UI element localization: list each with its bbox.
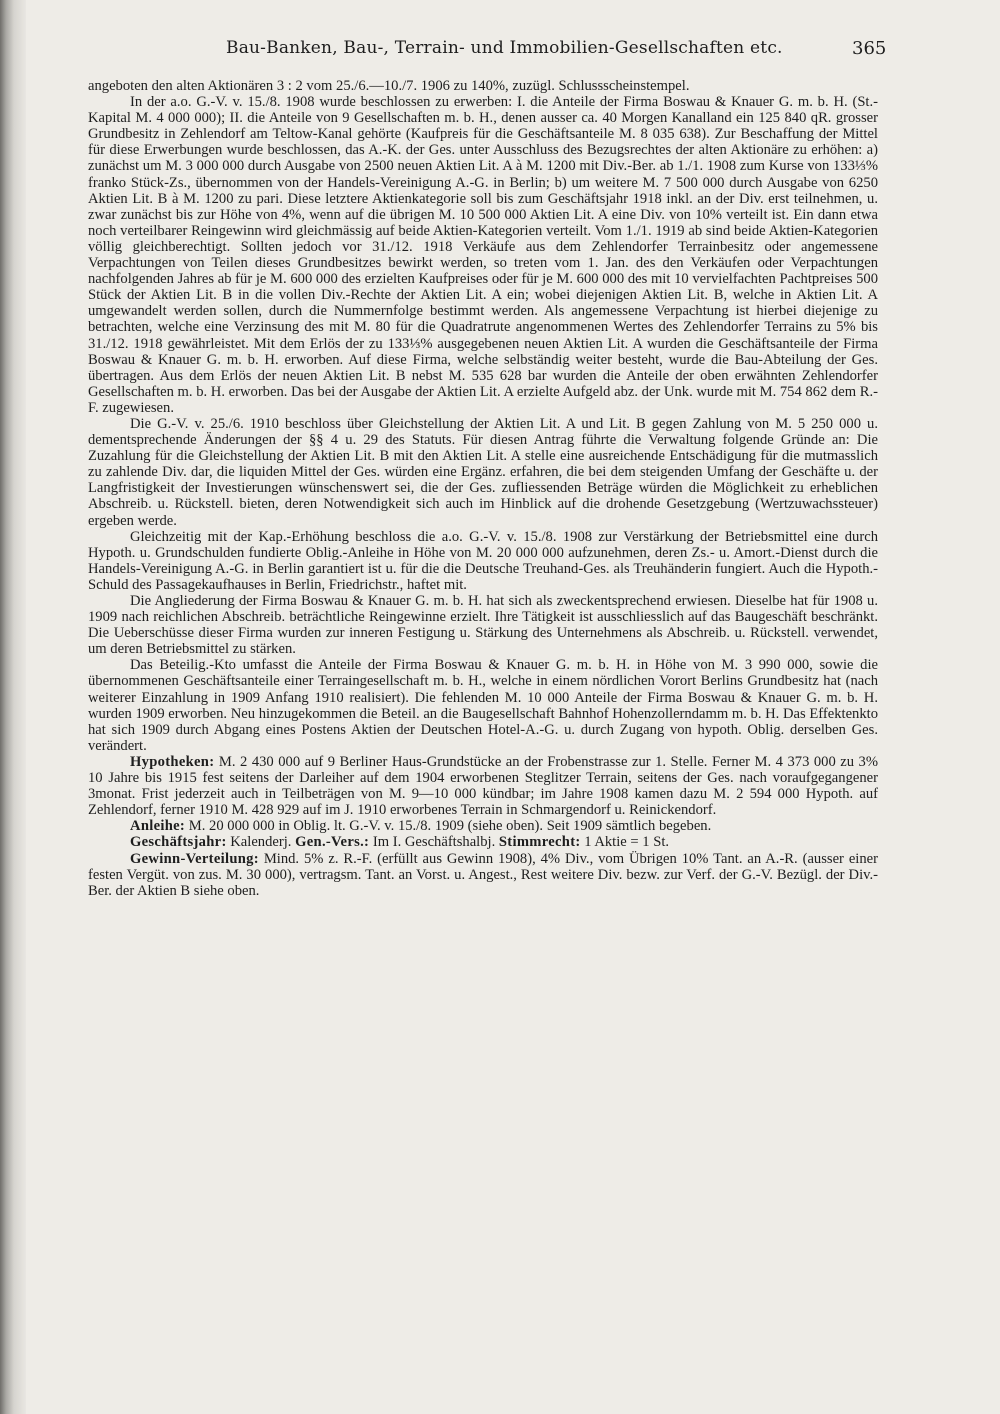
gen-vers-text: Im I. Geschäftshalbj.: [369, 834, 499, 851]
hypotheken-text: M. 2 430 000 auf 9 Berliner Haus-Grundstücke an der Frobenstrasse zur 1. Stelle. Ferner M. 4 373 000 zu 3% 10 Jahre bis 1915 fest seitens der Darleiher auf dem 1904 erworbenen Steglitzer Terrain, seitens der Ges. nach voraufgegangener 3monat. Frist jederzeit auch in Teilbeträgen von M. 9—10 000 kündbar; im Jahre 1908 kamen dazu M. 2 594 000 Hypoth. auf Zehlendorf, ferner 1910 M. 428 929 auf im J. 1910 erworbenes Terrain in Schmargendorf u. Reinickendorf.: [88, 753, 878, 819]
gewinn-verteilung-label: Gewinn-Verteilung:: [130, 850, 259, 867]
stimmrecht-label: Stimmrecht:: [498, 834, 581, 851]
hypotheken-label: Hypotheken:: [130, 753, 215, 770]
gewinn-verteilung-text: Mind. 5% z. R.-F. (erfüllt aus Gewinn 1908), 4% Div., vom Übrigen 10% Tant. an A.-R. (ausser einer festen Vergüt. von zus. M. 30 000), vertragsm. Tant. an Vorst. u. Angest., Rest weitere Div. bezw. zur Verf. der G.-V. Bezügl. der Div.-Ber. der Aktien B siehe oben.: [88, 850, 878, 899]
hypotheken-paragraph: [88, 754, 878, 818]
paragraph-6: Das Beteilig.-Kto umfasst die Anteile der Firma Boswau & Knauer G. m. b. H. in Höhe von M. 3 990 000, sowie die übernommenen Geschäftsanteile einer Terraingesellschaft m. b. H., welche in einem nördlichen Vorort Berlins Grundbesitz hat (nach weiterer Einzahlung in 1909 Anfang 1910 realisiert). Die fehlenden M. 10 000 Anteile der Firma Boswau & Knauer G. m. b. H. wurden 1909 erworben. Neu hinzugekommen die Beteil. an die Baugesellschaft Bahnhof Hohenzollerndamm m. b. H. Das Effektenkto hat sich 1909 durch Abgang eines Postens Aktien der Deutschen Hotel-A.-G. u. durch Zugang von hypoth. Oblig. derselben Ges. verändert.: [88, 657, 878, 754]
stimmrecht-text: 1 Aktie = 1 St.: [580, 834, 670, 851]
gen-vers-label: Gen.-Vers.:: [295, 834, 370, 851]
paragraph-3: Die G.-V. v. 25./6. 1910 beschloss über Gleichstellung der Aktien Lit. A und Lit. B gegen Zahlung von M. 5 250 000 u. dementsprechende Änderungen der §§ 4 u. 29 des Statuts. Für diesen Antrag führte die Verwaltung folgende Gründe an: Die Zuzahlung für die Gleichstellung der Aktien Lit. B mit den Aktien Lit. A stelle eine ausreichende Entschädigung für die mutmasslich zu zahlende Div. dar, die liquiden Mittel der Ges. würden eine Ergänz. erfahren, die bei dem steigenden Umfang der Geschäfte u. der Langfristigkeit der Investierungen wünschenswert sei, die der Ges. zufliessenden Beträge würden die Möglichkeit zu erheblichen Abschreib. u. Rückstell. bieten, deren Notwendigkeit sich auch im Hinblick auf die drohende Gesetzgebung (Wertzuwachssteuer) ergeben werde.: [88, 415, 878, 529]
book-gutter-shadow: [0, 0, 26, 1414]
paragraph-5: Die Angliederung der Firma Boswau & Knauer G. m. b. H. hat sich als zweckentsprechend erwiesen. Dieselbe hat für 1908 u. 1909 nach reichlichen Abschreib. beträchtliche Reingewinne erzielt. Ihre Tätigkeit ist ausschliesslich auf das Baugeschäft beschränkt. Die Ueberschüsse dieser Firma wurden zur inneren Festigung u. Stärkung des Unternehmens als Abschreib. u. Rückstell. verwendet, um deren Betriebsmittel zu stärken.: [88, 593, 878, 658]
anleihe-text: M. 20 000 000 in Oblig. lt. G.-V. v. 15./8. 1909 (siehe oben). Seit 1909 sämtlich begeben.: [185, 818, 712, 835]
paragraph-1: angeboten den alten Aktionären 3 : 2 vom 25./6.—10./7. 1906 zu 140%, zuzügl. Schlussscheinstempel.: [88, 78, 690, 94]
paragraph-4: Gleichzeitig mit der Kap.-Erhöhung beschloss die a.o. G.-V. v. 15./8. 1908 zur Verstärkung der Betriebsmittel eine durch Hypoth. u. Grundschulden fundierte Oblig.-Anleihe in Höhe von M. 20 000 000 aufzunehmen, deren Zs.- u. Amort.-Dienst durch die Handels-Vereinigung A.-G. in Berlin garantiert ist u. für die die Deutsche Treuhand-Ges. als Treuhänderin fungiert. Auch die Hypoth.-Schuld des Passagekaufhauses in Berlin, Friedrichstr., haftet mit.: [88, 528, 878, 593]
anleihe-label: Anleihe:: [130, 818, 186, 835]
paragraph-2: In der a.o. G.-V. v. 15./8. 1908 wurde beschlossen zu erwerben: I. die Anteile der Firma Boswau & Knauer G. m. b. H. (St.-Kapital M. 4 000 000); II. die Anteile von 9 Gesellschaften m. b. H., denen ausser ca. 40 Morgen Kanalland ein 125 840 qR. grosser Grundbesitz in Zehlendorf am Teltow-Kanal gehörte (Kaufpreis für die Geschäftsanteile M. 8 035 638). Zur Beschaffung der Mittel für diese Erwerbungen wurde beschlossen, das A.-K. der Ges. unter Ausschluss des Bezugsrechtes der alten Aktionäre zu erhöhen: a) zunächst um M. 3 000 000 durch Ausgabe von 2500 neuen Aktien Lit. A à M. 1200 mit Div.-Ber. ab 1./1. 1908 zum Kurse von 133⅓% franko Stück-Zs., übernommen von der Handels-Vereinigung A.-G. in Berlin; b) um weitere M. 7 500 000 durch Ausgabe von 6250 Aktien Lit. B à M. 1200 zu pari. Diese letztere Aktienkategorie soll bis zum Geschäftsjahr 1918 inkl. an der Div. erst teilnehmen, u. zwar zunächst bis zur Höhe von 4%, wenn auf die übrigen M. 10 500 000 Aktien Lit. A eine Div. von 10% verteilt ist. Ein dann etwa noch verteilbarer Reingewinn wird gleichmässig auf beide Aktien-Kategorien verteilt. Vom 1./1. 1919 ab sind beide Aktien-Kategorien völlig gleichberechtigt. Sollten jedoch vor 31./12. 1918 Verkäufe aus dem Zehlendorfer Terrainbesitz oder angemessene Verpachtungen von Teilen dieses Grundbesitzes bewirkt werden, so treten vom 1. Jan. des den Verkäufen oder Verpachtungen nachfolgenden Jahres ab für je M. 600 000 des erzielten Kaufpreises oder für je M. 600 000 des mit 10 vervielfachten Pachtpreises 500 Stück der Aktien Lit. B in die vollen Div.-Rechte der Aktien Lit. A ein; wobei diejenigen Aktien Lit. B, welche in Aktien Lit. A umgewandelt werden sollen, durch die Nummernfolge bestimmt werden. Als angemessene Verpachtung ist hierbei diejenige zu betrachten, welche eine Verzinsung des mit M. 80 für die Quadratrute angenommenen Wertes des Zehlendorfer Terrains zu 5% bis 31./12. 1918 gewährleistet. Mit dem Erlös der zu 133⅓% ausgegebenen neuen Aktien Lit. A wurden die Geschäftsanteile der Firma Boswau & Knauer G. m. b. H. erworben. Auf diese Firma, welche selbständig weiter besteht, wurde die Bau-Abteilung der Ges. übertragen. Aus dem Erlös der neuen Aktien Lit. B nebst M. 535 628 bar wurden die Anteile der oben erwähnten Zehlendorfer Gesellschaften m. b. H. erworben. Das bei der Ausgabe der Aktien Lit. A erzielte Aufgeld abz. der Unk. wurde mit M. 754 862 dem R.-F. zugewiesen.: [88, 94, 878, 416]
anleihe-paragraph: [88, 818, 878, 834]
geschaeftsjahr-label: Geschäftsjahr:: [130, 834, 227, 851]
gewinn-verteilung-paragraph: [88, 851, 878, 899]
page-number: 365: [852, 38, 887, 59]
header-title: Bau-Banken, Bau-, Terrain- und Immobilien-Gesellschaften etc.: [226, 38, 783, 58]
body-text: [88, 78, 878, 899]
geschaeftsjahr-paragraph: [88, 834, 878, 850]
geschaeftsjahr-text: Kalenderj.: [226, 834, 296, 851]
running-header: [0, 38, 1000, 64]
